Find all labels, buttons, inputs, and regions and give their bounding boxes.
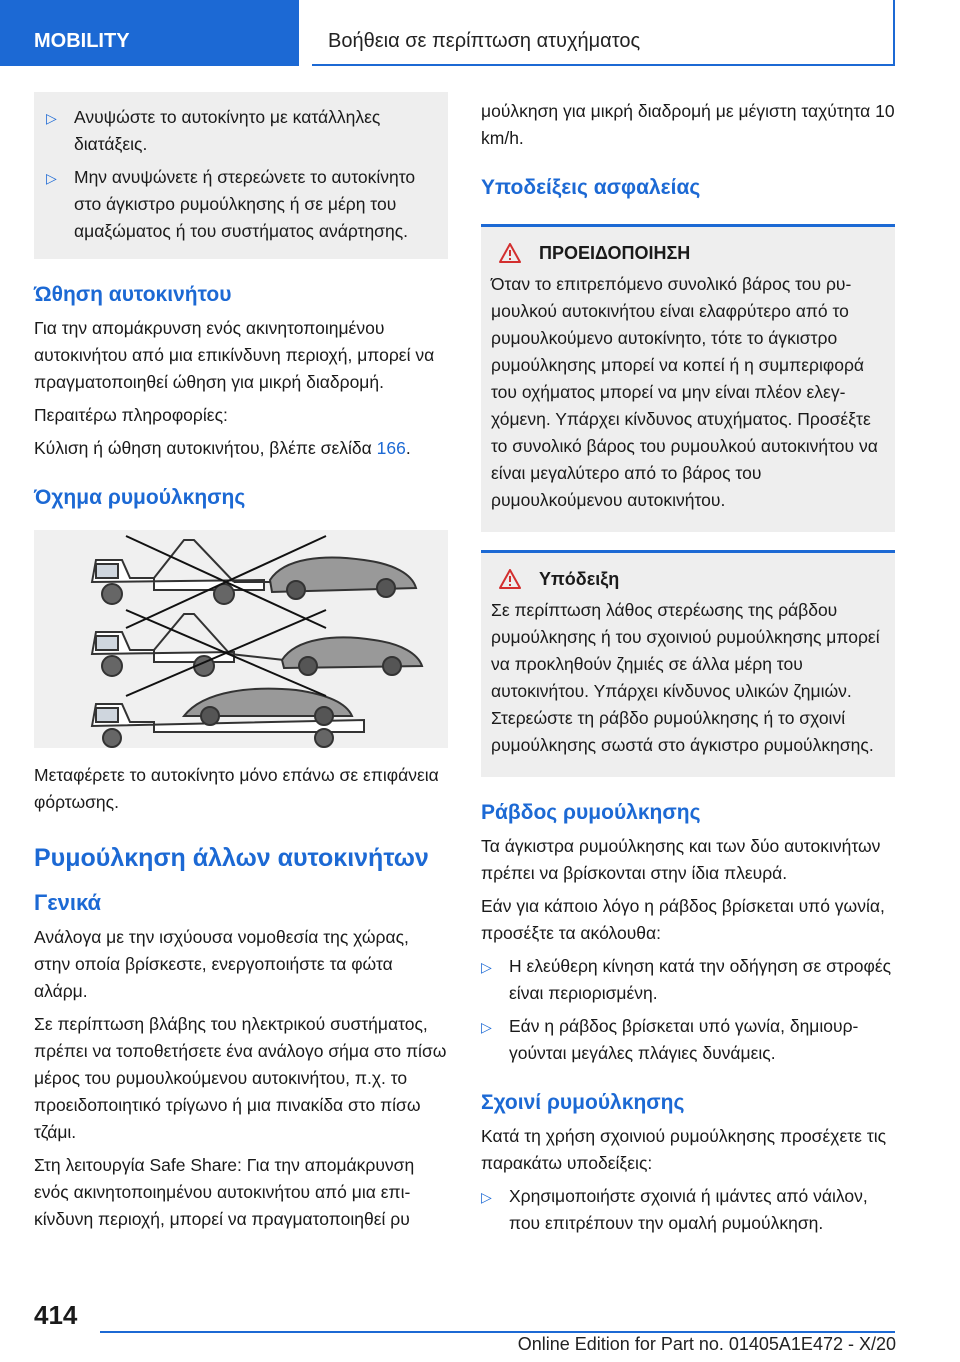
notice-text: Σε περίπτωση λάθος στερέωσης της ράβδου ρυμούλκησης ή του σχοινιού ρυμούλκησης μπορεί να προκληθούν ζημιές σε άλλα μέρη του αυτοκινήτου. Υπάρχει κίνδυνος υλικών ζημιών. Στερεώστε τη ράβδο ρυμούλκησης ή το σχοινί ρυμούλκησης σωστά στο άγκιστρο ρυμούλκησης. [491, 600, 880, 755]
tow-truck-illustration [34, 530, 448, 748]
tow-bar-heading: Ράβδος ρυμούλκησης [481, 801, 701, 824]
safety-notes-heading: Υποδείξεις ασφαλείας [481, 176, 701, 199]
page-header [0, 0, 960, 66]
notice-box [481, 550, 895, 777]
list-item-text: Μην ανυψώνετε ή στερεώνετε το αυτοκίνητο στο άγκιστρο ρυμούλκησης ή σε μέρη του αμαξώματος ή του συστήματος ανάρτησης. [74, 167, 416, 241]
notice-header [491, 565, 883, 593]
edition-note: Online Edition for Part no. 01405A1E472 - X/20 [517, 1334, 896, 1354]
triangle-bullet-icon: ▷ [481, 1189, 492, 1205]
notice-title: Υπόδειξη [539, 568, 620, 589]
general-paragraph-3: Στη λειτουργία Safe Share: Για την απομάκρυνση ενός ακινητοποιημένου αυτοκινήτου από μια επικίνδυνη περιοχή, μπορεί να πραγματοποιηθεί ρυ [34, 1155, 415, 1229]
triangle-bullet-icon: ▷ [481, 1019, 492, 1035]
list-item-text: Η ελεύθερη κίνηση κατά την οδήγηση σε στροφές είναι περιορισμένη. [509, 956, 892, 1003]
list-item [481, 1183, 895, 1237]
push-paragraph: Για την απομάκρυνση ενός ακινητοποιημένου αυτοκινήτου από μια επικίνδυνη περιοχή, μπορεί να πραγματοποιηθεί ώθηση για μικρή διαδρομή. [34, 318, 435, 392]
general-paragraph-1: Ανάλογα με την ισχύουσα νομοθεσία της χώρας, στην οποία βρίσκεστε, ενεργοποιήστε τα φώτα αλάρμ. [34, 927, 409, 1001]
chapter-title: Βοήθεια σε περίπτωση ατυχήματος [312, 0, 895, 66]
figure-caption: Μεταφέρετε το αυτοκίνητο μόνο επάνω σε επιφάνεια φόρτωσης. [34, 765, 439, 812]
list-item [46, 164, 434, 245]
tow-vehicle-heading: Όχημα ρυμούλκησης [34, 486, 246, 509]
tow-rope-heading: Σχοινί ρυμούλκησης [481, 1091, 685, 1114]
notice-triangle-icon [499, 569, 521, 589]
page-number: 414 [34, 1300, 78, 1330]
list-item [46, 104, 434, 158]
instruction-box [34, 92, 448, 259]
warning-title: ΠΡΟΕΙΔΟΠΟΙΗΣΗ [539, 242, 691, 263]
warning-text: Όταν το επιτρεπόμενο συνολικό βάρος του ρυμουλκού αυτοκινήτου είναι ελαφρύτερο από το ρυμουλκούμενο αυτοκίνητο, τότε το άγκιστρο ρυμούλκησης μπορεί να κοπεί ή η συμπεριφορά του οχήματος μπορεί να μην είναι πλέον ελεγχόμενη. Υπάρχει κίνδυνος ατυχήματος. Προσέξτε το συνολικό βάρος του ρυμουλκού αυτοκινήτου να είναι μεγαλύτερο από το βάρος του ρυμουλκούμενου αυτοκινήτου. [491, 274, 878, 510]
general-heading: Γενικά [34, 890, 102, 915]
list-item-text: Ανυψώστε το αυτοκίνητο με κατάλληλες διατάξεις. [74, 107, 381, 154]
right-column [481, 98, 895, 1237]
tow-bar-paragraph-1: Τα άγκιστρα ρυμούλκησης και των δύο αυτοκινήτων πρέπει να βρίσκονται στην ίδια πλευρά. [481, 836, 881, 883]
list-item-text: Χρησιμοποιήστε σχοινιά ή ιμάντες από νάιλον, που επιτρέπουν την ομαλή ρυμούλκηση. [509, 1186, 868, 1233]
triangle-bullet-icon: ▷ [46, 170, 57, 186]
warning-triangle-icon [499, 243, 521, 263]
warning-box [481, 224, 895, 532]
push-vehicle-heading: Ώθηση αυτοκινήτου [34, 283, 232, 306]
towing-others-heading: Ρυμούλκηση άλλων αυτοκινήτων [34, 844, 429, 872]
list-item [481, 953, 895, 1007]
tow-truck-drawing [34, 530, 448, 748]
page-reference: Κύλιση ή ώθηση αυτοκινήτου, βλέπε σελίδα 166. [34, 438, 411, 458]
continued-paragraph: μούλκηση για μικρή διαδρομή με μέγιστη ταχύτητα 10 km/h. [481, 101, 895, 148]
triangle-bullet-icon: ▷ [46, 110, 57, 126]
triangle-bullet-icon: ▷ [481, 959, 492, 975]
list-item-text: Εάν η ράβδος βρίσκεται υπό γωνία, δημιουργούνται μεγάλες πλάγιες δυνάμεις. [509, 1016, 859, 1063]
warning-header [491, 239, 883, 267]
left-column [34, 92, 448, 1233]
section-tab: MOBILITY [0, 0, 299, 66]
tow-rope-paragraph: Κατά τη χρήση σχοινιού ρυμούλκησης προσέχετε τις παρακάτω υποδείξεις: [481, 1126, 887, 1173]
footer-divider [100, 1331, 895, 1333]
list-item [481, 1013, 895, 1067]
page-link[interactable]: 166 [376, 438, 406, 458]
general-paragraph-2: Σε περίπτωση βλάβης του ηλεκτρικού συστήματος, πρέπει να τοποθετήσετε ένα ανάλογο σήμα στο πίσω μέρος του ρυμουλκούμενου αυτοκινήτου, π.χ. το προειδοποιητικό τρίγωνο ή μια πινακίδα στο πίσω τζάμι. [34, 1014, 447, 1142]
more-info-label: Περαιτέρω πληροφορίες: [34, 405, 228, 425]
tow-bar-paragraph-2: Εάν για κάποιο λόγο η ράβδος βρίσκεται υπό γωνία, προσέξτε τα ακόλουθα: [481, 896, 885, 943]
